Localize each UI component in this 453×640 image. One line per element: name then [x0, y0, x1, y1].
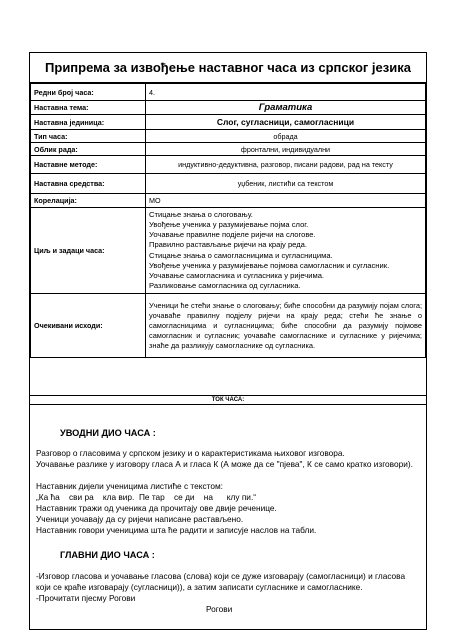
label-unit: Наставна јединица:	[31, 115, 146, 130]
row-resources	[31, 174, 426, 194]
main-paragraph: -Изговор гласова и уочавање гласова (слова) који се дуже изговарају (самогласници) и гласова који се краће изговарају (сугласници)), а затим записати сугласнике и самогласнике.	[36, 571, 406, 592]
main-heading: ГЛАВНИ ДИО ЧАСА :	[60, 550, 155, 560]
intro-paragraph: Разговор о гласовима у српском језику и о карактеристикама њиховог изговора.	[36, 448, 345, 458]
row-unit	[31, 115, 426, 130]
value-goals	[146, 208, 426, 294]
label-correlation: Корелација:	[31, 194, 146, 208]
label-work-form: Облик рада:	[31, 143, 146, 156]
value-topic: Граматика	[146, 101, 426, 115]
intro-paragraph: Наставник тражи од ученика да прочитају ове двије реченице.	[36, 503, 277, 513]
goal-line: Правилно растављање ријечи на крају реда.	[149, 240, 308, 250]
value-outcomes: Ученици ће стећи знање о слоговању; биће способни да разумију појам слога; уочаваће правилну подјелу ријечи на крају реда; стећи ће знање о самогласницима и сугласницима; биће способни да разумију појмове самогласник и сугласник; уочаваће самогласнике и сугласнике у ријечима; знаће да разликују самогласнике од сугласника.	[146, 294, 426, 358]
label-goals: Циљ и задаци часа:	[31, 208, 146, 294]
sample-text: „Ка ћа сви ра кла вир. Пе тар се ди на клу пи.“	[36, 492, 257, 502]
main-paragraph: -Прочитати пјесму Рогови	[36, 593, 136, 603]
intro-paragraph: Наставник дијели ученицима листиће с текстом:	[36, 481, 223, 491]
value-methods: индуктивно-дедуктивна, разговор, писани радови, рад на тексту	[146, 156, 426, 174]
poem-title: Рогови	[206, 604, 233, 614]
lesson-info-table	[30, 83, 426, 358]
row-lesson-number	[31, 84, 426, 101]
lesson-plan-page	[29, 52, 427, 630]
label-lesson-type: Тип часа:	[31, 130, 146, 143]
value-unit: Слог, сугласници, самогласници	[146, 115, 426, 130]
row-lesson-type	[31, 130, 426, 143]
goal-line: Уочавање правилне подјеле ријечи на слогове.	[149, 230, 316, 240]
intro-paragraph: Ученици уочавају да су ријечи написане растављено.	[36, 514, 244, 524]
main-section	[36, 571, 422, 615]
row-methods	[31, 156, 426, 174]
row-outcomes	[31, 294, 426, 358]
goal-line: Увођење ученика у разумијевање појма слог.	[149, 219, 309, 229]
goal-line: Увођење ученика у разумијевање појмова самогласник и сугласник.	[149, 260, 390, 270]
label-resources: Наставна средства:	[31, 174, 146, 194]
goal-line: Разликовање самогласника од сугласника.	[149, 281, 301, 291]
label-outcomes: Очекивани исходи:	[31, 294, 146, 358]
value-lesson-number: 4.	[146, 84, 426, 101]
value-work-form: фронтални, индивидуални	[146, 143, 426, 156]
intro-section	[36, 448, 422, 536]
label-methods: Наставне методе:	[31, 156, 146, 174]
goal-line: Уочавање самогласника и сугласника у ријечима.	[149, 270, 325, 280]
label-lesson-number: Редни број часа:	[31, 84, 146, 101]
label-topic: Наставна тема:	[31, 101, 146, 115]
value-correlation: МО	[146, 194, 426, 208]
row-topic	[31, 101, 426, 115]
document-title: Припрема за извођење наставног часа из српског језика	[30, 53, 426, 83]
intro-heading: УВОДНИ ДИО ЧАСА :	[60, 428, 156, 438]
row-correlation	[31, 194, 426, 208]
row-goals	[31, 208, 426, 294]
intro-paragraph: Уочавање разлике у изговору гласа А и гласа К (А може да се "пјева", К се само кратко изговори).	[36, 459, 413, 469]
goal-line: Стицање знања о слоговању.	[149, 209, 253, 219]
row-work-form	[31, 143, 426, 156]
lesson-flow-heading: ТОК ЧАСА:	[30, 395, 426, 405]
goal-line: Стицање знања о самогласницима и сугласницима.	[149, 250, 333, 260]
value-lesson-type: обрада	[146, 130, 426, 143]
spacer	[36, 470, 422, 481]
intro-paragraph: Наставник говори ученицима шта ће радити и записује наслов на табли.	[36, 525, 317, 535]
value-resources: уџбеник, листићи са текстом	[146, 174, 426, 194]
